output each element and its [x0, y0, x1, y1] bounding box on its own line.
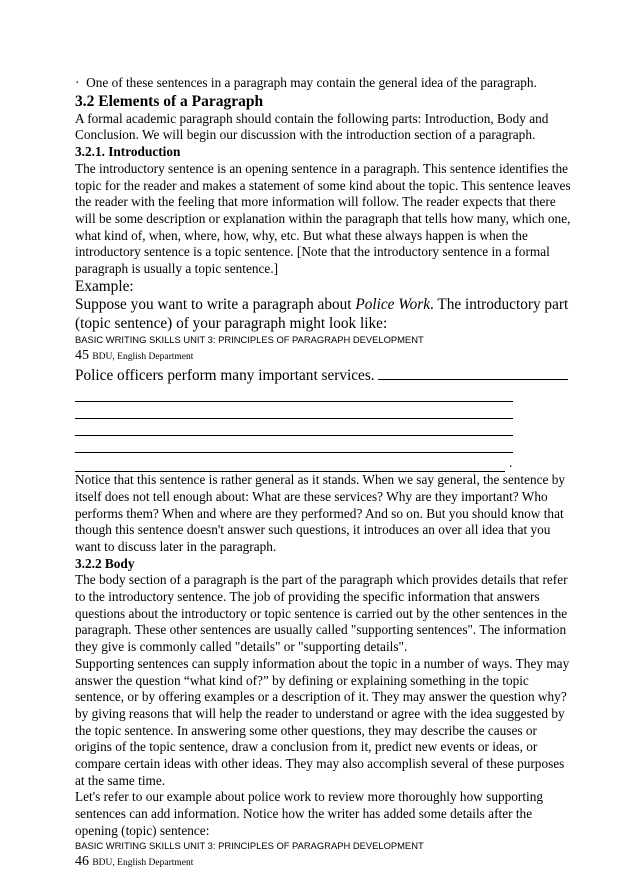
department-label: BDU, English Department	[92, 351, 194, 362]
body-paragraph-1: The body section of a paragraph is the part of the paragraph which provides details that refer to the introductory sentence. The job of providing the specific information that answers questions about the introductory or topic sentence is carried out by the other sentences in the paragraph. These other sentences are usually called "supporting sentences". The information they give is commonly called "details" or "supporting details".	[75, 572, 568, 655]
page-number: 45	[75, 347, 89, 363]
body-paragraph-3: Let's refer to our example about police work to review more thoroughly how supporting sentences can add information. Notice how the writer has added some details after the opening (topic) sentence:	[75, 789, 544, 838]
running-head: BASIC WRITING SKILLS UNIT 3: PRINCIPLES OF PARAGRAPH DEVELOPMENT	[75, 839, 424, 851]
writing-blank	[75, 402, 513, 419]
example-instruction: Suppose you want to write a paragraph about Police Work. The introductory part (topic sentence) of your paragraph might look like:	[75, 296, 569, 332]
section-heading-3-2-2: 3.2.2 Body	[75, 555, 135, 571]
department-label: BDU, English Department	[92, 857, 194, 868]
writing-blank	[75, 385, 513, 402]
page-footer	[75, 346, 571, 366]
bullet-item	[75, 75, 571, 92]
page-number: 46	[75, 853, 89, 869]
document-page	[75, 75, 571, 872]
blank-period: .	[509, 455, 513, 471]
example-topic: Police Work	[355, 296, 430, 314]
writing-blank	[378, 366, 568, 380]
body-paragraph-2: Supporting sentences can supply information about the topic in a number of ways. They may answer the question “what kind of?” by defining or explaining something in the topic sentence, or by offering examples or a description of it. They may answer the question why? by giving reasons that will help the reader to understand or agree with the idea suggested by the topic sentence. In answering some other questions, they may describe the causes or origins of the topic sentence, draw a conclusion from it, predict new events or ideas, or compare certain ideas with other ideas. They may also accomplish several of these purposes at the same time.	[75, 655, 570, 788]
writing-blank-last	[75, 453, 571, 472]
bullet-symbol: ·	[75, 75, 80, 90]
section-3-2-paragraph: A formal academic paragraph should contain the following parts: Introduction, Body and Conclusion. We will begin our discussion with the introduction section of a paragraph.	[75, 110, 549, 143]
section-heading-3-2-1: 3.2.1. Introduction	[75, 144, 181, 160]
introduction-paragraph: The introductory sentence is an opening sentence in a paragraph. This sentence identifies the topic for the reader and makes a statement of some kind about the topic. This sentence leaves the reader with the feeling that more information will follow. The reader expects that there will be some description or explanation within the paragraph that tells how many, which one, what kind of, when, where, how, why, etc. But what these always happen is when the introductory sentence is a topic sentence. [Note that the introductory sentence in a formal paragraph is usually a topic sentence.]	[75, 160, 571, 277]
running-head: BASIC WRITING SKILLS UNIT 3: PRINCIPLES OF PARAGRAPH DEVELOPMENT	[75, 333, 424, 345]
example-label: Example:	[75, 277, 134, 295]
writing-blank	[75, 436, 513, 453]
writing-blank	[75, 419, 513, 436]
section-heading-3-2: 3.2 Elements of a Paragraph	[75, 92, 264, 110]
page-footer	[75, 852, 571, 872]
example-sentence: Police officers perform many important services.	[75, 366, 375, 384]
notice-paragraph: Notice that this sentence is rather general as it stands. When we say general, the sentence by itself does not tell enough about: What are these services? Why are they important? Who performs them? When and where are they performed? And so on. But you should know that though this sentence doesn't answer such questions, it introduces an over all idea that you want to discuss later in the paragraph.	[75, 472, 566, 554]
example-sentence-line	[75, 366, 571, 386]
bullet-text: One of these sentences in a paragraph may contain the general idea of the paragraph.	[86, 75, 537, 90]
